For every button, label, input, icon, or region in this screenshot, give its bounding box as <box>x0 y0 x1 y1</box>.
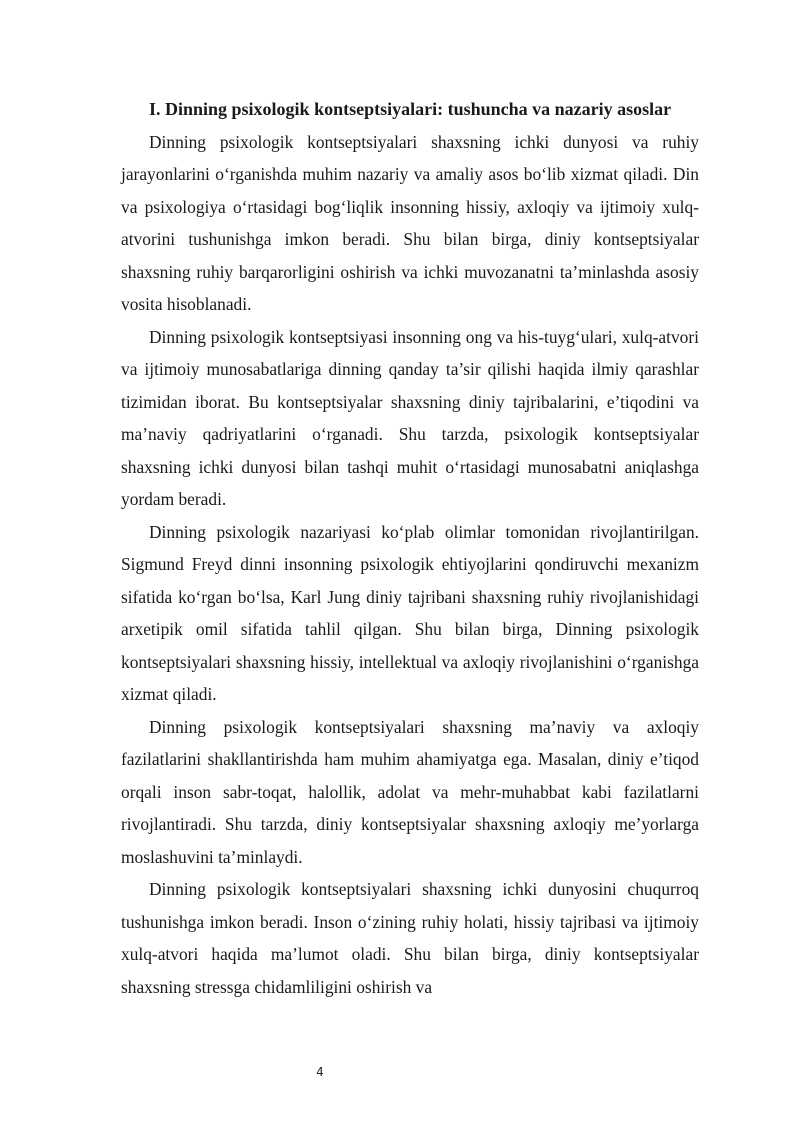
section-heading: I. Dinning psixologik kontseptsiyalari: tushuncha va nazariy asoslar <box>149 99 672 119</box>
paragraph-4: Dinning psixologik kontseptsiyalari shaxsning ma’naviy va axloqiy fazilatlarini shakllantirishda ham muhim ahamiyatga ega. Masalan, diniy e’tiqod orqali inson sabr-toqat, halollik, adolat va mehr-muhabbat kabi fazilatlarni rivojlantiradi. Shu tarzda, diniy kontseptsiyalar shaxsning axloqiy me’yorlarga moslashuvini ta’minlaydi. <box>121 716 699 867</box>
paragraph-3: Dinning psixologik nazariyasi ko‘plab olimlar tomonidan rivojlantirilgan. Sigmund Freyd dinni insonning psixologik ehtiyojlarini qondiruvchi mexanizm sifatida ko‘rgan bo‘lsa, Karl Jung diniy tajribani shaxsning ruhiy rivojlanishidagi arxetipik omil sifatida tahlil qilgan. Shu bilan birga, Dinning psixologik kontseptsiyalari shaxsning hissiy, intellektual va axloqiy rivojlanishini o‘rganishga xizmat qiladi. <box>121 521 699 704</box>
page-number: 4 <box>316 1065 324 1079</box>
paragraph-2: Dinning psixologik kontseptsiyasi insonning ong va his-tuyg‘ulari, xulq-atvori va ijtimoiy munosabatlariga dinning qanday ta’sir qilishi haqida ilmiy qarashlar tizimidan iborat. Bu kontseptsiyalar shaxsning diniy tajribalarini, e’tiqodini va ma’naviy qadriyatlarini o‘rganadi. Shu tarzda, psixologik kontseptsiyalar shaxsning ichki dunyosi bilan tashqi muhit o‘rtasidagi munosabatni aniqlashga yordam beradi. <box>121 326 699 509</box>
page-content <box>121 93 699 1003</box>
paragraph-1: Dinning psixologik kontseptsiyalari shaxsning ichki dunyosi va ruhiy jarayonlarini o‘rganishda muhim nazariy va amaliy asos bo‘lib xizmat qiladi. Din va psixologiya o‘rtasidagi bog‘liqlik insonning hissiy, axloqiy va ijtimoiy xulq-atvorini tushunishga imkon beradi. Shu bilan birga, diniy kontseptsiyalar shaxsning ruhiy barqarorligini oshirish va ichki muvozanatni ta’minlashda asosiy vosita hisoblanadi. <box>121 131 699 314</box>
paragraph-5: Dinning psixologik kontseptsiyalari shaxsning ichki dunyosini chuqurroq tushunishga imkon beradi. Inson o‘zining ruhiy holati, hissiy tajribasi va ijtimoiy xulq-atvori haqida ma’lumot oladi. Shu bilan birga, diniy kontseptsiyalar shaxsning stressga chidamliligini oshirish va <box>121 879 699 997</box>
